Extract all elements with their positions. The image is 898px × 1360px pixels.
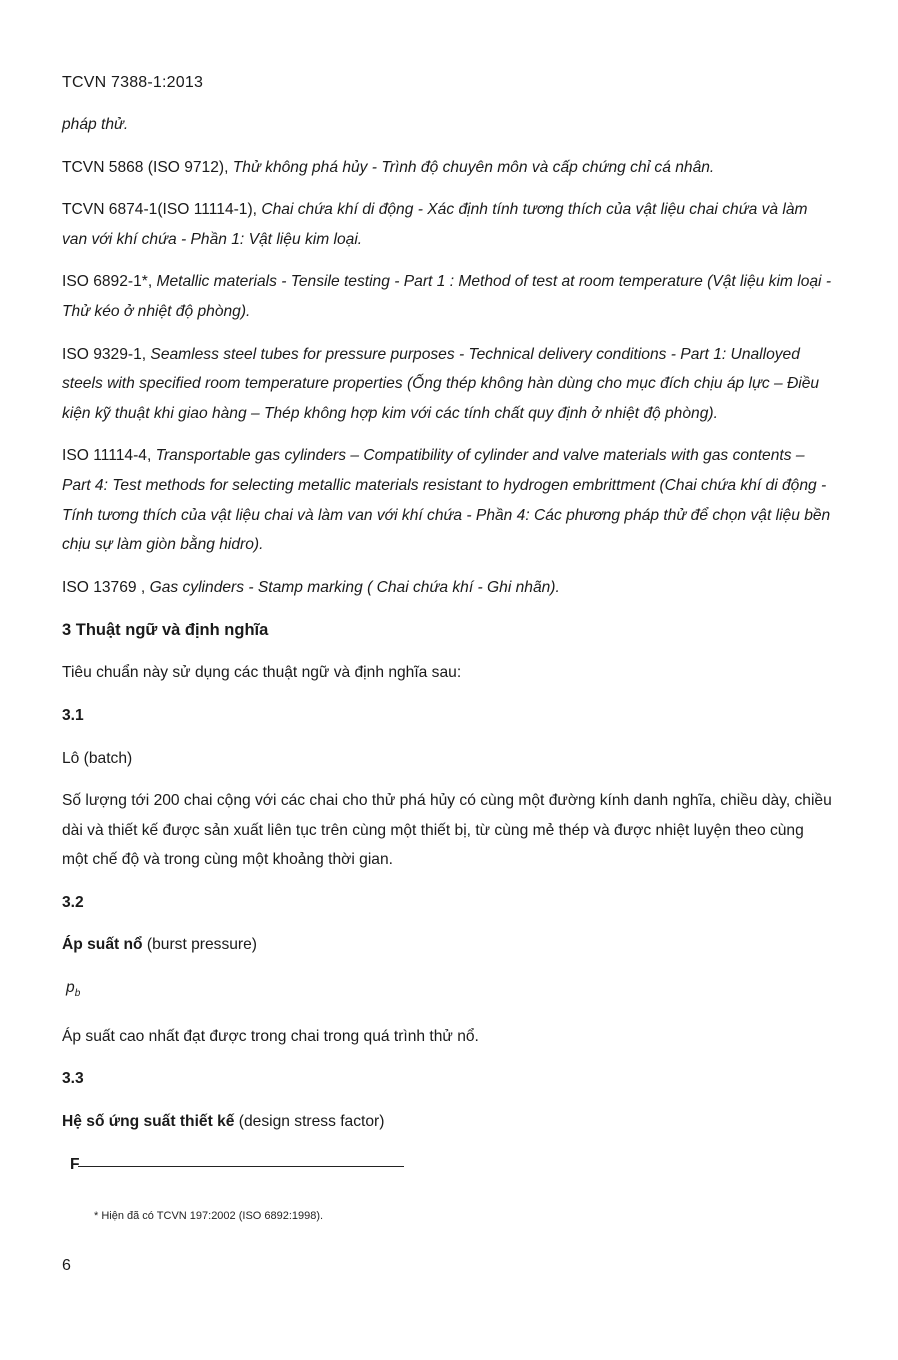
reference-title: Transportable gas cylinders – Compatibility of cylinder and valve materials with gas contents – Part 4: Test methods for selecting metallic materials resistant to hydrogen embrittment (Chai chứa khí di động - Tính tương thích của vật liệu chai và làm van với khí chứa - Phần 4: Các phương pháp thử để chọn vật liệu bền chịu sự làm giòn bằng hidro).	[62, 447, 831, 554]
term-3-2-title	[62, 930, 832, 960]
footnote: * Hiện đã có TCVN 197:2002 (ISO 6892:1998).	[94, 1210, 324, 1222]
reference-tcvn-6874-1	[62, 195, 832, 254]
reference-code: ISO 9329-1,	[62, 345, 151, 363]
term-3-3-name: Hệ số ứng suất thiết kế	[62, 1112, 235, 1130]
reference-title: Thử không phá hủy - Trình độ chuyên môn và cấp chứng chỉ cá nhân.	[232, 158, 715, 176]
term-3-2-definition: Áp suất cao nhất đạt được trong chai trong quá trình thử nổ.	[62, 1027, 479, 1045]
term-3-1-definition: Số lượng tới 200 chai cộng với các chai cho thử phá hủy có cùng một đường kính danh nghĩa, chiều dày, chiều dài và thiết kế được sản xuất liên tục trên cùng một thiết bị, từ cùng mẻ thép và được nhiệt luyện theo cùng một chế độ và trong cùng một khoảng thời gian.	[62, 792, 832, 869]
reference-title: pháp thử.	[62, 116, 129, 133]
term-3-2-name: Áp suất nổ	[62, 936, 143, 954]
term-3-2-symbol	[66, 973, 832, 1009]
term-3-2-english: (burst pressure)	[142, 936, 257, 954]
reference-iso-13769	[62, 573, 832, 603]
reference-title: Metallic materials - Tensile testing - Part 1 : Method of test at room temperature (Vật liệu kim loại - Thử kéo ở nhiệt độ phòng).	[62, 273, 832, 320]
standard-code-header: TCVN 7388-1:2013	[62, 74, 204, 91]
reference-code: TCVN 6874-1(ISO 11114-1),	[62, 201, 262, 219]
section-3-heading: 3 Thuật ngữ và định nghĩa	[62, 621, 269, 640]
symbol-subscript: b	[74, 988, 81, 1000]
symbol-base: p	[66, 979, 75, 997]
reference-title: Chai chứa khí di động - Xác định tính tương thích của vật liệu chai chứa và làm van với khí chứa - Phần 1: Vật liệu kim loại.	[62, 201, 808, 248]
reference-code: ISO 13769 ,	[62, 578, 150, 596]
reference-iso-9329-1	[62, 340, 832, 429]
reference-code: TCVN 5868 (ISO 9712),	[62, 158, 233, 176]
page-body	[62, 110, 832, 1179]
term-3-2-number: 3.2	[62, 893, 84, 911]
reference-title: Seamless steel tubes for pressure purposes - Technical delivery conditions - Part 1: Unalloyed steels with specified room temperature properties (Ống thép không hàn dùng cho mục đích chịu áp lực – Điều kiện kỹ thuật khi giao hàng – Thép không hợp kim với các tính chất quy định ở nhiệt độ phòng).	[62, 345, 820, 422]
term-3-1-title: Lô (batch)	[62, 749, 133, 767]
term-3-3-symbol: F	[70, 1155, 80, 1173]
term-3-3-title	[62, 1107, 832, 1137]
reference-code: ISO 6892-1*,	[62, 273, 157, 291]
term-3-3-number: 3.3	[62, 1070, 84, 1088]
reference-continuation	[62, 110, 832, 140]
reference-tcvn-5868	[62, 153, 832, 183]
reference-iso-11114-4	[62, 441, 832, 559]
term-3-1-number: 3.1	[62, 706, 84, 724]
reference-code: ISO 11114-4,	[62, 447, 156, 465]
section-3-intro: Tiêu chuẩn này sử dụng các thuật ngữ và định nghĩa sau:	[62, 664, 462, 682]
page-number: 6	[62, 1257, 71, 1274]
term-3-3-english: (design stress factor)	[234, 1112, 385, 1130]
footnote-divider	[78, 1166, 404, 1167]
reference-title: Gas cylinders - Stamp marking ( Chai chứa khí - Ghi nhãn).	[149, 578, 560, 596]
reference-iso-6892-1	[62, 267, 832, 326]
